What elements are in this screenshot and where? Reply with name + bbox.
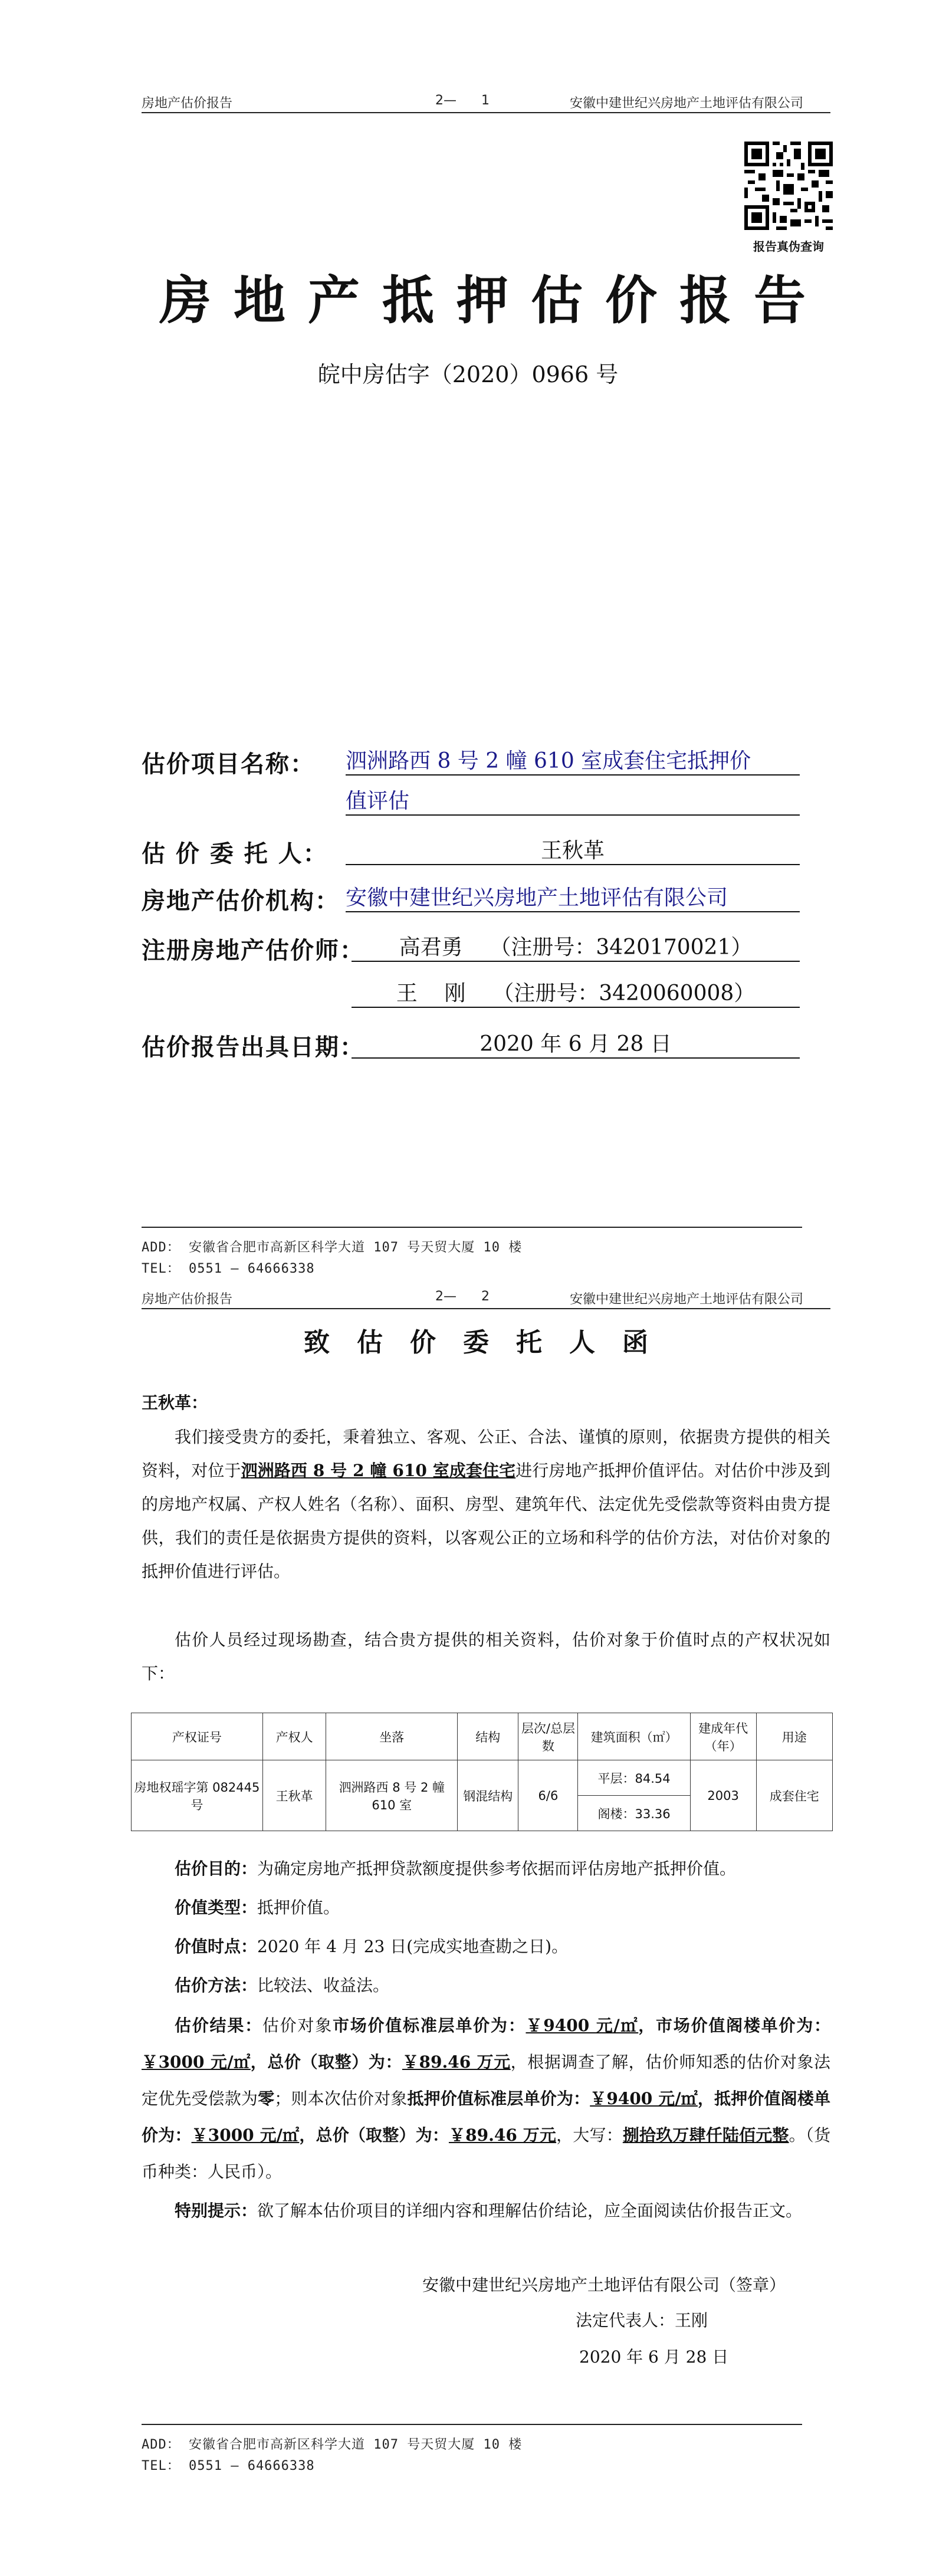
report-title: 房地产抵押估价报告 <box>159 270 829 331</box>
letter-paragraph-1: 我们接受贵方的委托，秉着独立、客观、公正、合法、谨慎的原则，依据贵方提供的相关资料，对位于泗洲路西 8 号 2 幢 610 室成套住宅进行房地产抵押价值评估。对估价中涉及到的房地产权属、产权人姓名（名称）、面积、房型、建筑年代、法定优先受偿款等资料由贵方提供，我们的责任是依据贵方提供的资料，以客观公正的立场和科学的估价方法，对估价对象的抵押价值进行评估。 <box>142 1427 830 1581</box>
page1-footer-phone: TEL： 0551 — 64666338 <box>142 1261 315 1276</box>
project-name-line1: 泗洲路西 8 号 2 幢 610 室成套住宅抵押价 <box>346 744 800 776</box>
special-tip: 特别提示：欲了解本估价项目的详细内容和理解估价结论，应全面阅读估价报告正文。 <box>175 2201 803 2220</box>
client-value: 王秋革 <box>346 834 800 865</box>
mortgage-attic-price: ￥3000 元/㎡ <box>191 2125 300 2145</box>
sign-date: 2020 年 6 月 28 日 <box>579 2347 729 2367</box>
agency-value: 安徽中建世纪兴房地产土地评估有限公司 <box>346 881 800 912</box>
purpose-line: 估价目的：为确定房地产抵押贷款额度提供参考依据而评估房地产抵押价值。 <box>175 1859 737 1878</box>
cert-no-cell: 房地权瑶字第 082445 号 <box>132 1760 263 1831</box>
property-table <box>131 1713 833 1831</box>
value-time-line: 价值时点：2020 年 4 月 23 日(完成实地查勘之日)。 <box>175 1937 569 1956</box>
structure-cell: 钢混结构 <box>458 1760 518 1831</box>
total-in-words: 捌拾玖万肆仟陆佰元整 <box>622 2125 789 2145</box>
page1-header-page: 2— 1 <box>435 93 490 108</box>
mortgage-unit-price: ￥9400 元/㎡ <box>590 2089 698 2108</box>
agency-label: 房地产估价机构： <box>142 887 340 915</box>
salutation: 王秋革： <box>142 1393 208 1412</box>
table-header: 层次/总层数 <box>518 1713 578 1760</box>
sign-representative: 法定代表人：王刚 <box>576 2311 708 2330</box>
property-address: 泗洲路西 8 号 2 幢 610 室成套住宅 <box>241 1461 516 1480</box>
table-row <box>132 1760 833 1796</box>
letter-title: 致估价委托人函 <box>304 1328 675 1358</box>
owner-cell: 王秋革 <box>262 1760 326 1831</box>
project-name-line2: 值评估 <box>346 784 800 816</box>
report-date-value: 2020 年 6 月 28 日 <box>352 1027 800 1059</box>
market-attic-price: ￥3000 元/㎡ <box>142 2052 251 2072</box>
footer-rule <box>142 2424 802 2425</box>
use-cell: 成套住宅 <box>756 1760 832 1831</box>
mortgage-total: ￥89.46 万元 <box>448 2125 557 2145</box>
value-type-line: 价值类型：抵押价值。 <box>175 1898 340 1917</box>
letter-paragraph-2: 估价人员经过现场勘查，结合贵方提供的相关资料，估价对象于价值时点的产权状况如下： <box>142 1630 830 1683</box>
page1-footer-address: ADD： 安徽省合肥市高新区科学大道 107 号天贸大厦 10 楼 <box>142 1240 523 1255</box>
qr-code-icon[interactable] <box>744 142 833 230</box>
header-rule <box>142 112 830 113</box>
market-unit-price: ￥9400 元/㎡ <box>526 2016 639 2035</box>
area-floor-cell: 平层：84.54 <box>578 1760 690 1796</box>
sign-company: 安徽中建世纪兴房地产土地评估有限公司（签章） <box>422 2275 786 2295</box>
appraiser-2: 王 刚 （注册号：3420060008） <box>352 977 800 1008</box>
appraiser-label: 注册房地产估价师： <box>142 937 364 964</box>
floors-cell: 6/6 <box>518 1760 578 1831</box>
project-name-label: 估价项目名称： <box>142 750 315 778</box>
qr-caption: 报告真伪查询 <box>753 239 824 254</box>
document-number: 皖中房估字（2020）0966 号 <box>317 362 619 387</box>
page2-header-right: 安徽中建世纪兴房地产土地评估有限公司 <box>570 1292 804 1307</box>
table-header: 坐落 <box>326 1713 458 1760</box>
table-header: 用途 <box>756 1713 832 1760</box>
method-line: 估价方法：比较法、收益法。 <box>175 1976 390 1995</box>
client-label: 估 价 委 托 人： <box>142 840 328 868</box>
table-header: 产权人 <box>262 1713 326 1760</box>
page2-header-left: 房地产估价报告 <box>142 1292 233 1307</box>
page2-footer-phone: TEL： 0551 — 64666338 <box>142 2459 315 2473</box>
report-date-label: 估价报告出具日期： <box>142 1033 364 1061</box>
footer-rule <box>142 1227 802 1228</box>
year-cell: 2003 <box>690 1760 756 1831</box>
table-header: 结构 <box>458 1713 518 1760</box>
table-header: 建成年代（年） <box>690 1713 756 1760</box>
page2-footer-address: ADD： 安徽省合肥市高新区科学大道 107 号天贸大厦 10 楼 <box>142 2437 523 2452</box>
appraiser-1: 高君勇 （注册号：3420170021） <box>352 931 800 962</box>
header-rule <box>142 1308 830 1309</box>
location-cell: 泗洲路西 8 号 2 幢 610 室 <box>326 1760 458 1831</box>
page2-header-page: 2— 2 <box>435 1289 490 1304</box>
table-header-row <box>132 1713 833 1760</box>
table-header: 建筑面积（㎡） <box>578 1713 690 1760</box>
area-attic-cell: 阁楼：33.36 <box>578 1796 690 1831</box>
market-total: ￥89.46 万元 <box>402 2052 511 2072</box>
table-header: 产权证号 <box>132 1713 263 1760</box>
page1-header-left: 房地产估价报告 <box>142 96 233 111</box>
result-paragraph: 估价结果：估价对象市场价值标准层单价为：￥9400 元/㎡，市场价值阁楼单价为：￥3000 元/㎡，总价（取整）为：￥89.46 万元，根据调查了解，估价师知悉的估价对象法定优先受偿款为零；则本次估价对象抵押价值标准层单价为：￥9400 元/㎡，抵押价值阁楼单价为：￥3000 元/㎡，总价（取整）为：￥89.46 万元，大写：捌拾玖万肆仟陆佰元整。（货币种类：人民币）。 <box>142 2016 830 2181</box>
page1-header-right: 安徽中建世纪兴房地产土地评估有限公司 <box>570 96 804 111</box>
